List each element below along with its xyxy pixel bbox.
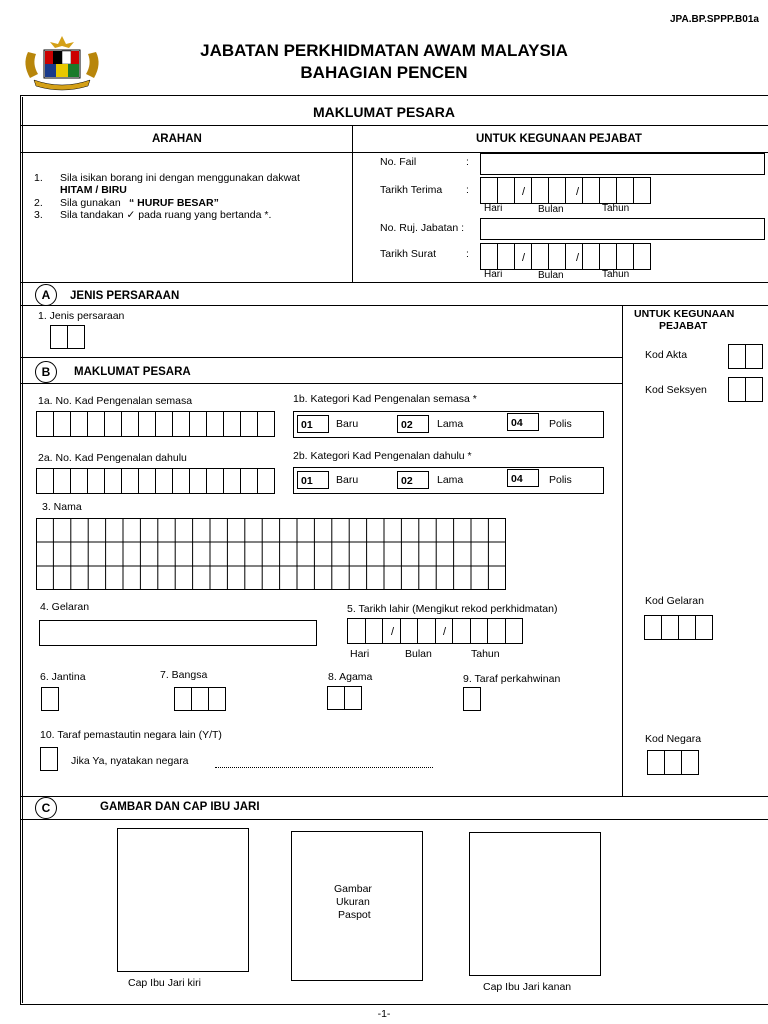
instruction-number: 1.	[34, 172, 43, 184]
no-fail-label: No. Fail	[380, 156, 417, 168]
bangsa-label: 7. Bangsa	[160, 669, 208, 681]
left-thumb-box[interactable]	[117, 828, 249, 972]
kod-negara-cells[interactable]	[647, 750, 699, 775]
ic-current-category-label: 1b. Kategori Kad Pengenalan semasa *	[293, 393, 477, 405]
ic-previous-cells[interactable]	[36, 468, 275, 494]
instruction-3: Sila tandakan ✓ pada ruang yang bertanda *.	[60, 209, 272, 221]
photo-caption: Ukuran	[336, 896, 370, 908]
date-slash: /	[576, 186, 580, 198]
column-divider	[352, 125, 353, 282]
pemastautin-cell[interactable]	[40, 747, 58, 771]
nama-grid[interactable]	[36, 518, 506, 590]
tarikh-surat-date-cells[interactable]	[480, 243, 651, 270]
agama-cells[interactable]	[327, 686, 362, 710]
page-number: -1-	[377, 1008, 391, 1020]
no-fail-field[interactable]	[480, 153, 765, 175]
divider	[20, 796, 768, 797]
hari-label: Hari	[350, 648, 370, 660]
arahan-heading: ARAHAN	[152, 133, 202, 145]
section-b-title: MAKLUMAT PESARA	[74, 366, 191, 378]
left-thumb-label: Cap Ibu Jari kiri	[128, 977, 201, 989]
date-slash: /	[522, 252, 526, 264]
division-title: BAHAGIAN PENCEN	[300, 63, 468, 82]
kod-akta-cells[interactable]	[728, 344, 763, 369]
instruction-2-caps: “ HURUF BESAR”	[129, 197, 219, 209]
form-code: JPA.BP.SPPP.B01a	[670, 14, 759, 25]
tarikh-terima-label: Tarikh Terima	[380, 184, 443, 196]
category-lama: Lama	[437, 474, 464, 486]
kod-seksyen-label: Kod Seksyen	[645, 384, 707, 396]
form-title: MAKLUMAT PESARA	[312, 104, 456, 120]
colon: :	[466, 248, 469, 260]
negara-label: Jika Ya, nyatakan negara	[71, 755, 189, 767]
divider	[20, 305, 768, 306]
no-ruj-field[interactable]	[480, 218, 765, 240]
section-c-title: GAMBAR DAN CAP IBU JARI	[100, 801, 260, 813]
section-a-marker: A	[35, 284, 57, 306]
category-polis: Polis	[549, 418, 572, 430]
photo-caption: Paspot	[338, 909, 371, 921]
date-slash: /	[576, 252, 580, 264]
bulan-label: Bulan	[405, 648, 432, 660]
tahun-label: Tahun	[602, 269, 630, 280]
category-code-01[interactable]: 01	[297, 415, 329, 433]
instruction-number: 2.	[34, 197, 43, 209]
side-office-heading: PEJABAT	[659, 320, 708, 332]
taraf-perkahwinan-label: 9. Taraf perkahwinan	[463, 673, 561, 685]
jenis-persaraan-cells[interactable]	[50, 325, 85, 349]
divider	[20, 383, 622, 384]
colon: :	[466, 184, 469, 196]
bulan-label: Bulan	[538, 270, 564, 281]
category-baru: Baru	[336, 474, 359, 486]
category-code-04[interactable]: 04	[507, 469, 539, 487]
kod-seksyen-cells[interactable]	[728, 377, 763, 402]
agama-label: 8. Agama	[328, 671, 373, 683]
hari-label: Hari	[484, 269, 503, 280]
divider	[20, 357, 622, 358]
kod-negara-label: Kod Negara	[645, 733, 702, 745]
bangsa-cells[interactable]	[174, 687, 226, 711]
right-thumb-box[interactable]	[469, 832, 601, 976]
divider	[20, 282, 768, 283]
ic-previous-label: 2a. No. Kad Pengenalan dahulu	[38, 452, 187, 464]
right-thumb-label: Cap Ibu Jari kanan	[483, 981, 572, 993]
date-slash: /	[391, 626, 395, 638]
nama-label: 3. Nama	[42, 501, 82, 513]
ic-current-cells[interactable]	[36, 411, 275, 437]
gelaran-label: 4. Gelaran	[40, 601, 90, 613]
divider	[20, 125, 768, 126]
frame-left-double	[22, 97, 23, 1003]
divider	[20, 819, 768, 820]
section-c-marker: C	[35, 797, 57, 819]
date-slash: /	[522, 186, 526, 198]
category-code-02[interactable]: 02	[397, 471, 429, 489]
tahun-label: Tahun	[471, 648, 500, 660]
category-baru: Baru	[336, 418, 359, 430]
jenis-persaraan-label: 1. Jenis persaraan	[38, 310, 125, 322]
category-code-04[interactable]: 04	[507, 413, 539, 431]
kod-akta-label: Kod Akta	[645, 349, 688, 361]
tarikh-lahir-label: 5. Tarikh lahir (Mengikut rekod perkhidmatan)	[347, 603, 558, 615]
taraf-perkahwinan-cell[interactable]	[463, 687, 481, 711]
tarikh-terima-date-cells[interactable]	[480, 177, 651, 204]
office-column-divider	[622, 305, 623, 796]
date-slash: /	[443, 626, 447, 638]
negara-field[interactable]	[215, 767, 433, 768]
tarikh-lahir-cells[interactable]	[347, 618, 523, 644]
kod-gelaran-cells[interactable]	[644, 615, 713, 640]
section-b-marker: B	[35, 361, 57, 383]
instruction-1-ink: HITAM / BIRU	[60, 184, 127, 196]
tahun-label: Tahun	[602, 203, 630, 214]
ic-previous-category-label: 2b. Kategori Kad Pengenalan dahulu *	[293, 450, 472, 462]
jantina-label: 6. Jantina	[40, 671, 86, 683]
photo-caption: Gambar	[334, 883, 372, 895]
office-heading: UNTUK KEGUNAAN PEJABAT	[476, 133, 642, 145]
instruction-1: Sila isikan borang ini dengan menggunakan dakwat	[60, 172, 300, 184]
pemastautin-label: 10. Taraf pemastautin negara lain (Y/T)	[40, 729, 222, 741]
kod-gelaran-label: Kod Gelaran	[645, 595, 704, 607]
instruction-2: Sila gunakan	[60, 197, 121, 209]
category-lama: Lama	[437, 418, 464, 430]
no-ruj-label: No. Ruj. Jabatan :	[380, 222, 465, 234]
jantina-cell[interactable]	[41, 687, 59, 711]
category-code-01[interactable]: 01	[297, 471, 329, 489]
tarikh-surat-label: Tarikh Surat	[380, 248, 437, 260]
side-office-heading: UNTUK KEGUNAAN	[634, 308, 735, 320]
bulan-label: Bulan	[538, 204, 564, 215]
category-code-02[interactable]: 02	[397, 415, 429, 433]
category-polis: Polis	[549, 474, 572, 486]
dept-title: JABATAN PERKHIDMATAN AWAM MALAYSIA	[200, 41, 568, 60]
gelaran-field[interactable]	[39, 620, 317, 646]
colon: :	[466, 156, 469, 168]
hari-label: Hari	[484, 203, 503, 214]
instruction-number: 3.	[34, 209, 43, 221]
section-a-title: JENIS PERSARAAN	[70, 290, 180, 302]
ic-current-label: 1a. No. Kad Pengenalan semasa	[38, 395, 193, 407]
